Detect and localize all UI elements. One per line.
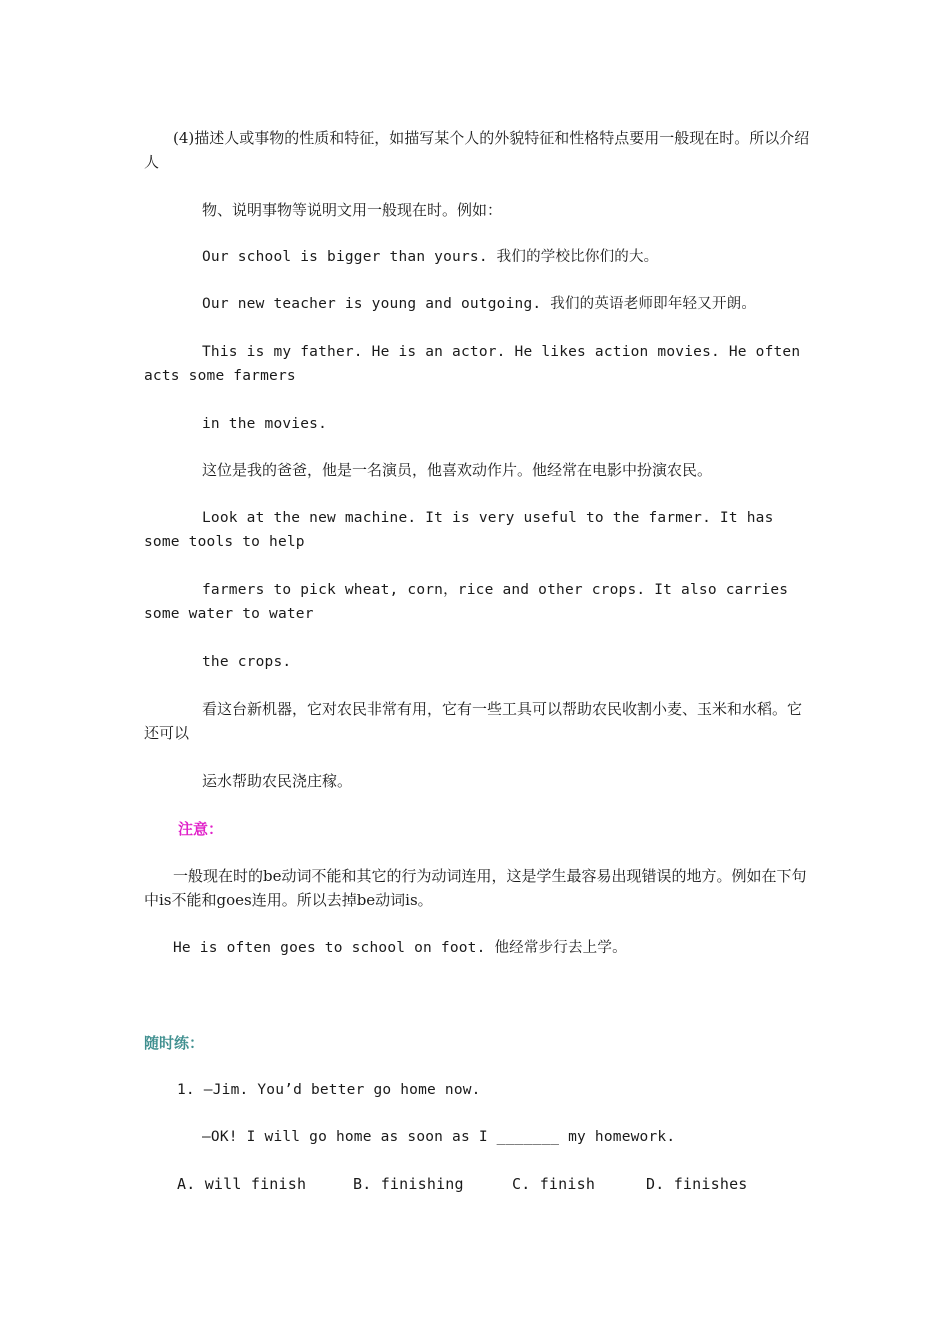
example-sentence-4-cn: 看这台新机器，它对农民非常有用，它有一些工具可以帮助农民收割小麦、玉米和水稻。它还可以 — [144, 700, 803, 742]
section4-intro: (4)描述人或事物的性质和特征，如描写某个人的外貌特征和性格特点要用一般现在时。所以介绍人 — [144, 129, 810, 171]
question-1-line-2: —OK! I will go home as soon as I _______ my homework. — [202, 1129, 676, 1145]
practice-heading: 随时练： — [144, 1034, 205, 1052]
example-sentence-4-en-end: the crops. — [202, 654, 292, 670]
option-c[interactable]: C. finish — [512, 1175, 596, 1193]
example-sentence-1: Our school is bigger than yours. 我们的学校比你们的大。 — [202, 249, 659, 265]
example-sentence-4-en: Look at the new machine. It is very useful to the farmer. It has some tools to help — [144, 510, 774, 550]
option-d[interactable]: D. finishes — [646, 1175, 748, 1193]
example-sentence-2: Our new teacher is young and outgoing. 我们的英语老师即年轻又开朗。 — [202, 296, 757, 312]
section4-intro-cont: 物、说明事物等说明文用一般现在时。例如： — [202, 201, 503, 219]
example-sentence-4-en-cont: farmers to pick wheat, corn，rice and other crops. It also carries some water to water — [144, 582, 789, 622]
example-sentence-3-en-cont: in the movies. — [202, 416, 328, 432]
option-a[interactable]: A. will finish — [177, 1175, 307, 1193]
example-sentence-3-cn: 这位是我的爸爸，他是一名演员，他喜欢动作片。他经常在电影中扮演农民。 — [202, 461, 713, 479]
example-sentence-3-en: This is my father. He is an actor. He likes action movies. He often acts some farmers — [144, 344, 801, 384]
question-1-line-1: 1. —Jim. You’d better go home now. — [177, 1082, 481, 1098]
option-b[interactable]: B. finishing — [353, 1175, 464, 1193]
question-1-options — [177, 1172, 766, 1196]
note-text: 一般现在时的be动词不能和其它的行为动词连用，这是学生最容易出现错误的地方。例如在下句中is不能和goes连用。所以去掉be动词is。 — [144, 867, 807, 909]
example-sentence-4-cn-cont: 运水帮助农民浇庄稼。 — [202, 772, 353, 790]
note-example: He is often goes to school on foot. 他经常步行去上学。 — [173, 940, 627, 956]
note-heading: 注意： — [178, 820, 224, 838]
